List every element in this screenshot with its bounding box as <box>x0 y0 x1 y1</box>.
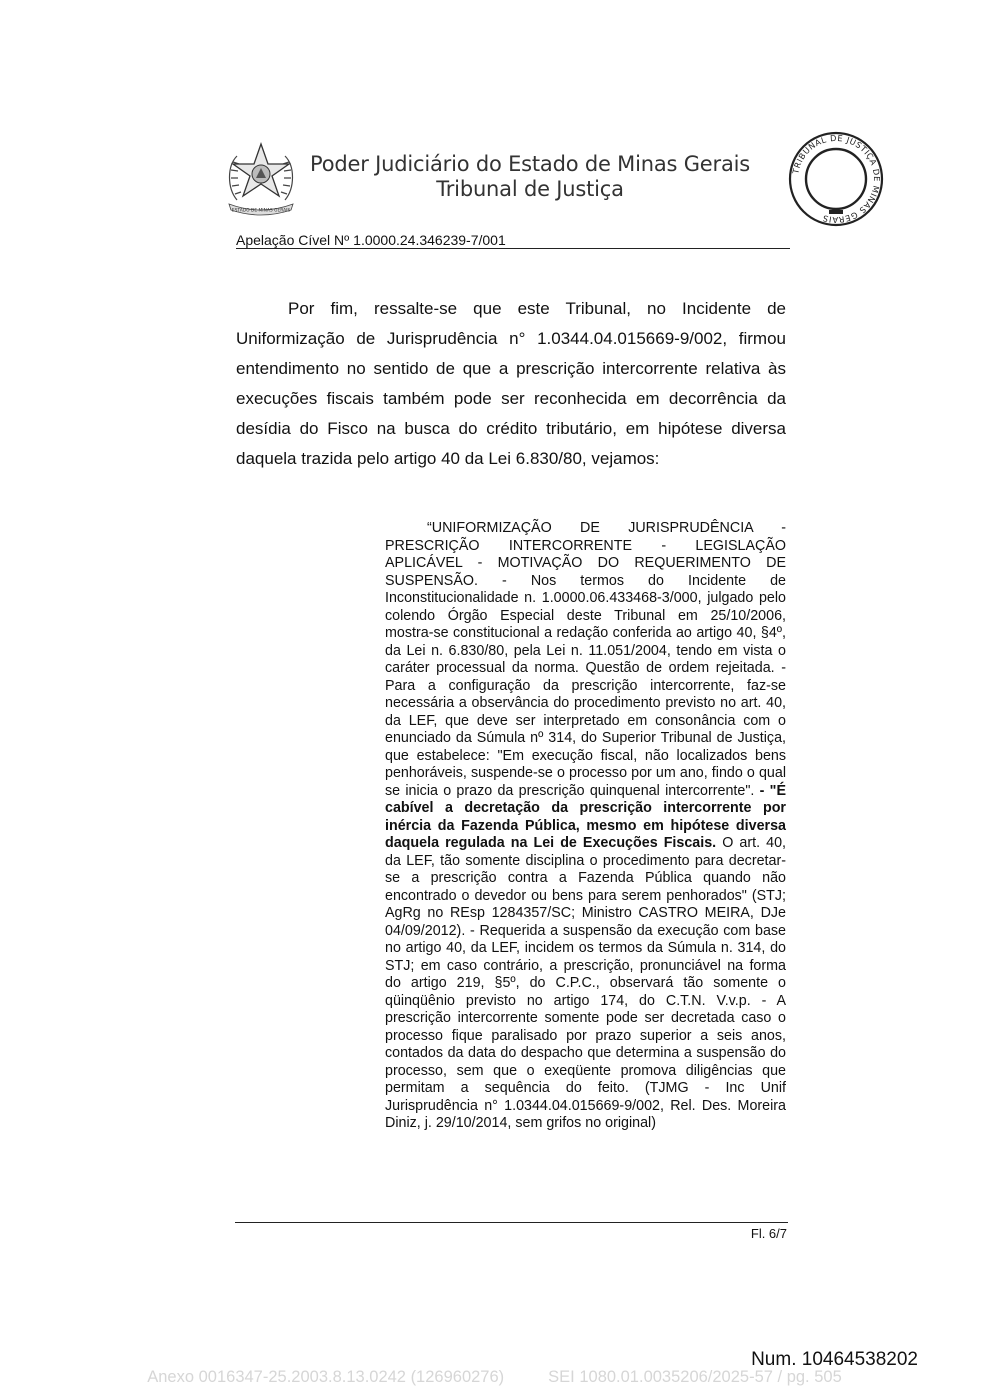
court-coat-of-arms-logo <box>223 138 299 218</box>
quote-text-part1: “UNIFORMIZAÇÃO DE JURISPRUDÊNCIA - PRESCRIÇÃO INTERCORRENTE - LEGISLAÇÃO APLICÁVEL - MOTIVAÇÃO DO REQUERIMENTO DE SUSPENSÃO. - Nos termos do Incidente de Inconstitucionalidade n. 1.0000.06.433468-3/000, julgado pelo colendo Órgão Especial deste Tribunal em 25/10/2006, mostra-se constitucional a redação conferida ao artigo 40, §4º, da Lei n. 6.830/80, pela Lei n. 11.051/2004, tendo em vista o caráter processual da norma. Questão de ordem rejeitada. - Para a configuração da prescrição intercorrente, faz-se necessária a observância do procedimento previsto no art. 40, da LEF, que deve ser interpretado em consonância com o enunciado da Súmula nº 314, do Superior Tribunal de Justiça, que estabelece: "Em execução fiscal, não localizados bens penhoráveis, suspende-se o processo por um ano, findo o qual se inicia o prazo da prescrição quinquenal intercorrente". <box>385 520 786 799</box>
court-seal-stamp <box>787 130 885 228</box>
page-folio: Fl. 6/7 <box>750 1226 787 1241</box>
watermark-annex: Anexo 0016347-25.2003.8.13.0242 (126960276) <box>147 1368 505 1386</box>
court-name-heading <box>310 152 750 202</box>
court-name-line2: Tribunal de Justiça <box>436 177 624 201</box>
header-divider <box>236 248 790 249</box>
watermark-sei: SEI 1080.01.0035206/2025-57 / pg. 505 <box>548 1368 842 1386</box>
document-number: Num. 10464538202 <box>751 1349 918 1370</box>
court-name-line1: Poder Judiciário do Estado de Minas Gerais <box>310 152 750 176</box>
logo-caption: ESTADO DE MINAS GERAIS <box>231 208 291 214</box>
annex-watermark <box>0 1368 989 1387</box>
footer-divider <box>235 1222 788 1223</box>
quote-text-part2: O art. 40, da LEF, tão somente disciplina o procedimento para decretar-se a prescrição contra a Fazenda Pública quando não encontrado o devedor ou bens para serem penhorados" (STJ; AgRg no REsp 1284357/SC; Ministro CASTRO MEIRA, DJe 04/09/2012). - Requerida a suspensão da execução com base no artigo 40, da LEF, incidem os termos da Súmula n. 314, do STJ; em caso contrário, a prescrição, pronunciável na forma do artigo 219, §5º, do C.P.C., observará tão somente o qüinqüênio previsto no artigo 174, do C.T.N. V.v.p. - A prescrição intercorrente somente pode ser decretada caso o processo fique paralisado por prazo superior a seis anos, contados da data do despacho que determina a suspensão do processo, sem que o exeqüente promova diligências que permitam a sequência do feito. (TJMG - Inc Unif Jurisprudência n° 1.0344.04.015669-9/002, Rel. Des. Moreira Diniz, j. 29/10/2014, sem grifos no original) <box>385 835 787 1131</box>
case-number: Apelação Cível Nº 1.0000.24.346239-7/001 <box>236 232 506 248</box>
quote-bold-excerpt: - "É cabível a decretação da prescrição intercorrente por inércia da Fazenda Pública, mesmo em hipótese diversa daquela regulada na Lei de Execuções Fiscais. <box>385 782 786 851</box>
body-paragraph: Por fim, ressalte-se que este Tribunal, no Incidente de Uniformização de Jurisprudência n° 1.0344.04.015669-9/002, firmou entendimento no sentido de que a prescrição intercorrente relativa às execuções fiscais também pode ser reconhecida em decorrência da desídia do Fisco na busca do crédito tributário, em hipótese diversa daquela trazida pelo artigo 40 da Lei 6.830/80, vejamos: <box>236 299 786 468</box>
seal-text: TRIBUNAL DE JUSTIÇA DE MINAS GERAIS <box>790 132 883 226</box>
jurisprudence-quote <box>385 520 786 1133</box>
